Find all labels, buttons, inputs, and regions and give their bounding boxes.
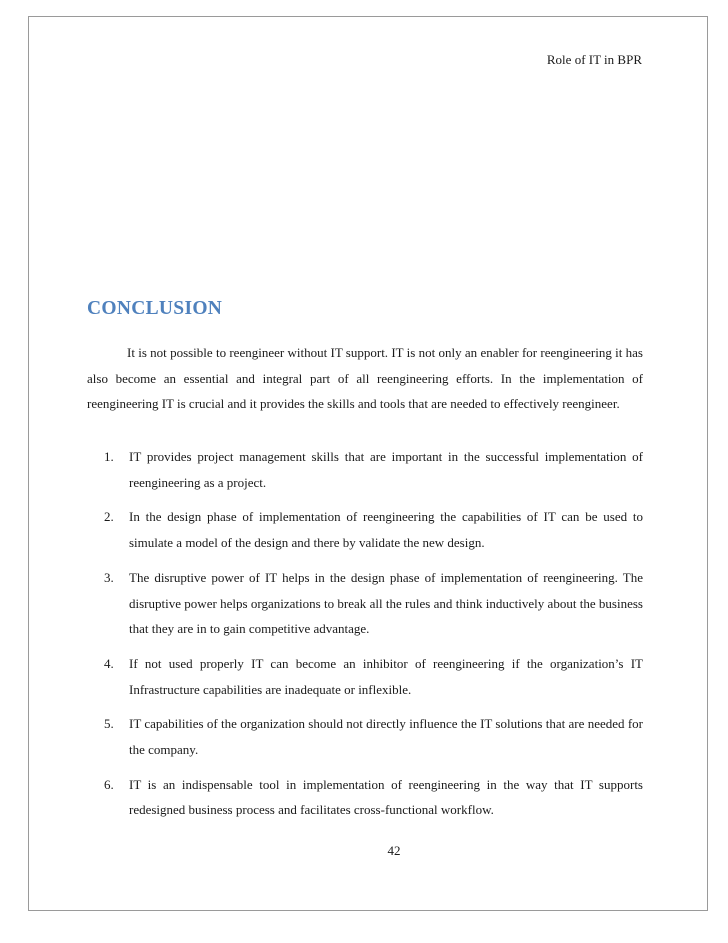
list-item <box>87 504 643 555</box>
list-item <box>87 711 643 762</box>
list-item-number: 6. <box>104 776 114 792</box>
list-item-number: 2. <box>104 509 114 525</box>
section-heading: CONCLUSION <box>87 298 223 319</box>
intro-text: It is not possible to reengineer without IT support. IT is not only an enabler for reengineering it has also become an essential and integral part of all reengineering efforts. In the implementation of reengineering IT is crucial and it provides the skills and tools that are needed to effectively reengineer. <box>87 345 643 412</box>
list-item-number: 1. <box>104 449 114 464</box>
list-item-text: In the design phase of implementation of reengineering the capabilities of IT can be used to simulate a model of the design and there by validate the new design. <box>129 509 643 551</box>
list-item-text: The disruptive power of IT helps in the design phase of implementation of reengineering. The disruptive power helps organizations to break all the rules and think inductively about the business that they are in to gain competitive advantage. <box>129 569 643 637</box>
list-item-number: 4. <box>104 655 114 671</box>
list-item-number: 5. <box>104 716 114 732</box>
list-item-text: IT provides project management skills that are important in the successful implementation of reengineering as a project. <box>129 449 643 490</box>
list-item-number: 3. <box>104 569 114 585</box>
list-item-text: IT is an indispensable tool in implementation of reengineering in the way that IT supports redesigned business process and facilitates cross-functional workflow. <box>129 776 643 818</box>
list-item <box>87 651 643 702</box>
intro-paragraph <box>87 340 643 417</box>
list-item <box>87 444 643 495</box>
list-item-text: If not used properly IT can become an inhibitor of reengineering if the organization’s IT Infrastructure capabilities are inadequate or inflexible. <box>129 655 643 697</box>
page-number: 42 <box>387 843 401 858</box>
running-header: Role of IT in BPR <box>546 52 642 67</box>
list-item <box>87 565 643 642</box>
list-item <box>87 772 643 823</box>
list-item-text: IT capabilities of the organization should not directly influence the IT solutions that are needed for the company. <box>129 716 643 758</box>
conclusion-list <box>87 444 643 832</box>
